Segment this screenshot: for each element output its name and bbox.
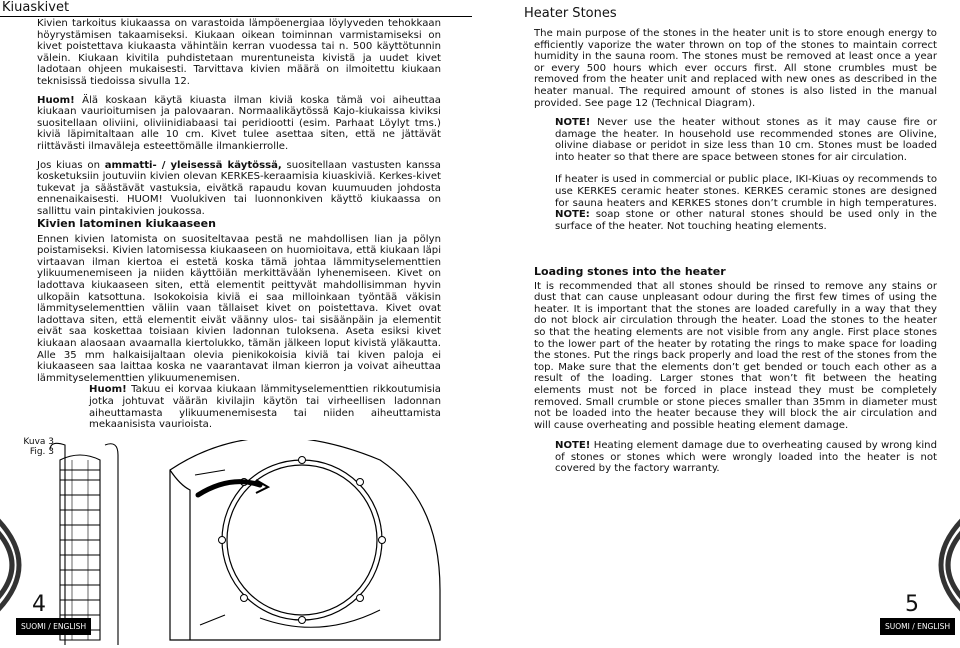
language-footer-right: SUOMI / ENGLISH [880,618,955,635]
warn-text-fi: Takuu ei korvaa kiukaan lämmityselementtien rikkoutumisia jotka johtuvat väärän kivilajin käytön tai virheellisen ladonnan aiheuttamasta ylikuumenemisesta tai niiden aiheuttamista mekaanisista vaurioista. [89,384,441,431]
intro-fi [37,18,441,225]
note-paragraph-fi [37,95,441,153]
warranty-block-en [555,440,937,483]
pro-bold-en: NOTE: [555,209,590,221]
language-footer-left: SUOMI / ENGLISH [16,618,91,635]
pro-text-1-en: If heater is used in commercial or public place, IKI-Kiuas oy recommends to use KERKES ceramic heater stones. KERKES ceramic stones are designed for sauna heaters and KERKES stones don’t crumble in high temperatures. [555,174,937,209]
figure-label-fi: Kuva 3 [23,437,54,447]
page-number-right: 5 [905,592,919,617]
heat-wave-decoration-right [920,510,960,620]
page-number-left: 4 [32,592,46,617]
content-en [534,28,937,117]
pro-text-fi: suositellaan vastusten kanssa kosketuksiin joutuviin kivien olevan KERKES-keraamisia kiuaskiviä. Kerkes-kivet tukevat ja säästävät vastuksia, eivätkä rapaudu kovan kuumuuden johdosta ennenaikaisesti. HUOM! Vuolukiven tai luonnonkiven käyttö kiukaassa on sallittu vain pintakivien joukossa. [37,159,441,217]
note-paragraph-en [555,117,937,163]
heat-wave-decoration-left [0,510,40,620]
note-text-fi: Älä koskaan käytä kiuasta ilman kiviä koska tämä voi aiheuttaa kiukaan vaurioitumisen ja palovaaran. Normaalikäytössä Kajo-kiukaissa kiviksi suositellaan oliviini, oliviinidiabaasi tai peridiootti (esim. Parhaat Löylyt tms.) kiviä läpimitaltaan alle 10 cm. Kivet tulee asettaa siten, että ne jättävät riittävästi ilmaväleja esteettömälle ilmankierrolle. [37,94,441,152]
section-text-en: It is recommended that all stones should be rinsed to remove any stains or dust that can cause unpleasant odour during the first few times of using the heater. It is important that the stones are loaded carefully in a way that they do not block air circulation through the heater. Load the stones to the heater so that the heating elements are not visible from any angle. First place stones to the lower part of the heater by rotating the rings to make space for loading the stones. Put the rings back properly and load the rest of the stones from the top. Make sure that the elements don’t get bended or touch each other as a result of the loading. Larger stones that won’t fit between the heating elements must not be forced in place instead they must be completely removed. Small crumble or stone pieces smaller than 35mm in diameter must not be loaded into the heater because they will block the air circulation and will cause overheating and possible heating element damage. [534,280,937,431]
figure-label-en: Fig. 3 [29,447,54,457]
heater-illustration [20,440,460,645]
heater-top-view [170,440,440,640]
note-block-en [555,117,937,240]
page-title-fi: Kiuaskivet [0,0,482,16]
heater-side-view [50,443,118,645]
warn-label-fi: Huom! [89,384,127,396]
warranty-note-en [555,440,937,475]
section-title-fi: Kivien latominen kiukaaseen [37,217,216,230]
note-label-fi: Huom! [37,94,75,106]
pro-bold-fi: ammatti- / yleisessä käytössä, [104,159,282,171]
pro-paragraph-en [555,174,937,232]
page-title-en: Heater Stones [524,6,617,21]
stones-loading-section-fi [37,218,441,431]
pro-text-2-en: soap stone or other natural stones should be used only in the surface of the heater. Not touching heating elements. [555,209,937,232]
warn-text-en: Heating element damage due to overheating caused by wrong kind of stones or stones which were wrongly loaded into the heater is not covered by the factory warranty. [555,440,937,475]
pro-paragraph-fi [37,160,441,218]
intro-paragraph-en: The main purpose of the stones in the heater unit is to store enough energy to efficiently vaporize the water thrown on top of the stones to maintain correct humidity in the sauna room. The stones must be removed at least once a year or every 500 hours which ever occurs first. All stone crumbles must be removed from the heater unit and replaced with new ones as described in the heater manual. The required amount of stones is also listed in the manual provided. See page 12 (Technical Diagram). [534,28,937,109]
stones-loading-section-en [534,266,937,439]
warn-label-en: NOTE! [555,440,591,451]
note-label-en: NOTE! [555,117,591,128]
section-text-fi: Ennen kivien latomista on suositeltavaa pestä ne mahdollisen lian ja pölyn poistamiseksi. Kivien latomisessa kiukaaseen on huomioitava, että kiukaan läpi virtaavan ilman kiertoa ei estetä koska tämä johtaa lämmityselementtien ylikuumenemiseen ja niiden käyttöiän merkittävään lyhenemiseen. Kivet on ladottava kiukaaseen siten, että elementit peittyvät mahdollisimman hyvin ulkopäin katsottuna. Isokokoisia kiviä ei saa milloinkaan työntää väkisin lämmityselementtien väliin vaan tällaiset kivet on poistettava. Kivet ovat ladottava siten, että elementit eivät väänny ulos- tai sisäänpäin ja elementit eivät saa koskettaa toisiaan kivien ladonnan tuloksena. Aseta esiksi kivet kiukaan alaosaan avaamalla kiertolukko, tämän jälkeen loput kivistä yläkautta. Alle 35 mm halkaisijaltaan olevia pienikokoisia kiviä tai kiven paloja ei kiukaaseen saa laittaa koska ne vaarantavat ilman kierron ja voivat aiheuttaa lämmityselementtien ylikuumenemisen. [37,233,441,384]
warranty-note-fi [37,384,441,430]
pro-pre-fi: Jos kiuas on [37,159,105,171]
note-text-en: Never use the heater without stones as it may cause fire or damage the heater. In household use recommended stones are Olivine, olivine diabase or peridot in size less than 10 cm. Stones must be loaded into heater so that there are space between stones for air circulation. [555,117,937,163]
intro-paragraph-fi: Kivien tarkoitus kiukaassa on varastoida lämpöenergiaa löylyveden tehokkaan höyrystämisen takaamiseksi. Kiukaan oikean toiminnan varmistamiseksi on kivet poistettava kiukaasta vähintäin kerran vuodessa tai n. 500 käyttötunnin välein. Kiukaan kivitila puhdistetaan murentuneista kivistä ja uudet kivet ladotaan ohjeen mukaisesti. Tarvittava kivien määrä on ilmoitettu kiukaan teknisissä tiedoissa sivulla 12. [37,18,441,87]
section-title-en: Loading stones into the heater [534,265,726,278]
